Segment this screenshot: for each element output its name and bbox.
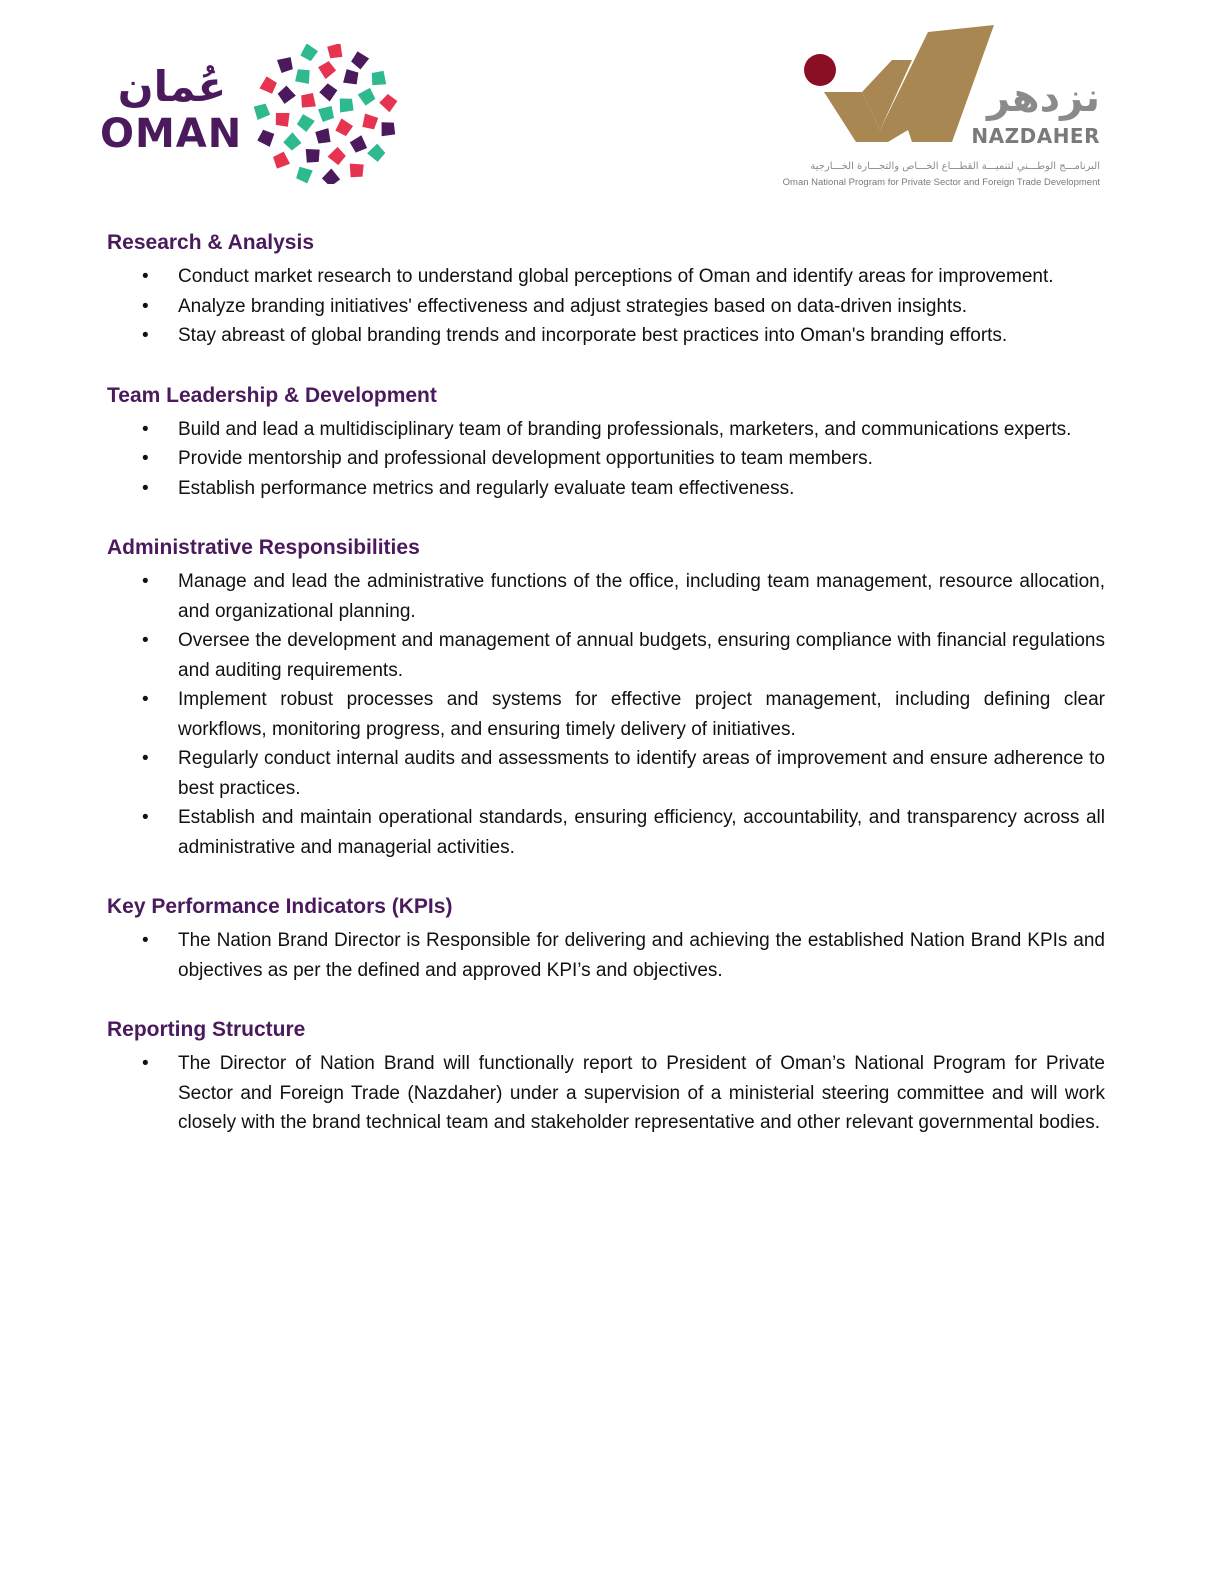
section-heading: Key Performance Indicators (KPIs) bbox=[107, 895, 453, 918]
section-heading: Administrative Responsibilities bbox=[107, 536, 420, 559]
section-kpis bbox=[107, 892, 1105, 985]
list-item: • Implement robust processes and systems for effective project management, including defining clear workflows, monitoring progress, and ensuring timely delivery of initiatives. bbox=[107, 685, 1105, 744]
section-team-leadership bbox=[107, 381, 1105, 504]
bullet-list bbox=[107, 567, 1105, 862]
section-reporting-structure bbox=[107, 1015, 1105, 1138]
list-item: • Establish performance metrics and regularly evaluate team effectiveness. bbox=[107, 474, 1105, 504]
bullet-list bbox=[107, 926, 1105, 985]
list-item: • Stay abreast of global branding trends and incorporate best practices into Oman's branding efforts. bbox=[107, 321, 1105, 351]
bullet-list bbox=[107, 262, 1105, 351]
bullet-list bbox=[107, 1049, 1105, 1138]
nazdaher-logo bbox=[782, 20, 1110, 195]
section-heading: Team Leadership & Development bbox=[107, 383, 437, 407]
oman-logo-latin: OMAN bbox=[100, 111, 243, 157]
oman-mosaic-icon bbox=[254, 44, 398, 184]
oman-brand-logo bbox=[96, 44, 406, 184]
nazdaher-n-mark-icon bbox=[800, 20, 1000, 150]
list-item: • Manage and lead the administrative functions of the office, including team management, resource allocation, and organizational planning. bbox=[107, 567, 1105, 626]
nazdaher-subtitle-arabic: البرنامـــج الوطـــني لتنميـــة القطـــاع الخـــاص والتجـــارة الخـــارجية bbox=[810, 161, 1100, 172]
list-item: • Provide mentorship and professional development opportunities to team members. bbox=[107, 444, 1105, 474]
bullet-list bbox=[107, 415, 1105, 504]
list-item: • The Director of Nation Brand will functionally report to President of Oman’s National Program for Private Sector and Foreign Trade (Nazdaher) under a supervision of a ministerial steering committee and will work closely with the brand technical team and stakeholder representative and other relevant governmental bodies. bbox=[107, 1049, 1105, 1138]
nazdaher-logo-latin: NAZDAHER bbox=[971, 124, 1100, 148]
list-item: • Establish and maintain operational standards, ensuring efficiency, accountability, and transparency across all administrative and managerial activities. bbox=[107, 803, 1105, 862]
list-item: • The Nation Brand Director is Responsible for delivering and achieving the established Nation Brand KPIs and objectives as per the defined and approved KPI’s and objectives. bbox=[107, 926, 1105, 985]
list-item: • Build and lead a multidisciplinary team of branding professionals, marketers, and communications experts. bbox=[107, 415, 1105, 445]
section-research-analysis bbox=[107, 228, 1105, 351]
list-item: • Analyze branding initiatives' effectiveness and adjust strategies based on data-driven insights. bbox=[107, 292, 1105, 322]
oman-logo-arabic: عُمان bbox=[117, 62, 227, 111]
document-body bbox=[107, 228, 1105, 1168]
list-item: • Regularly conduct internal audits and assessments to identify areas of improvement and ensure adherence to best practices. bbox=[107, 744, 1105, 803]
list-item: • Oversee the development and management of annual budgets, ensuring compliance with financial regulations and auditing requirements. bbox=[107, 626, 1105, 685]
section-heading: Research & Analysis bbox=[107, 231, 314, 254]
list-item: • Conduct market research to understand global perceptions of Oman and identify areas for improvement. bbox=[107, 262, 1105, 292]
nazdaher-subtitle-english: Oman National Program for Private Sector and Foreign Trade Development bbox=[782, 177, 1100, 188]
section-heading: Reporting Structure bbox=[107, 1018, 306, 1041]
nazdaher-logo-arabic: نزدهر bbox=[986, 75, 1100, 121]
section-administrative bbox=[107, 533, 1105, 862]
